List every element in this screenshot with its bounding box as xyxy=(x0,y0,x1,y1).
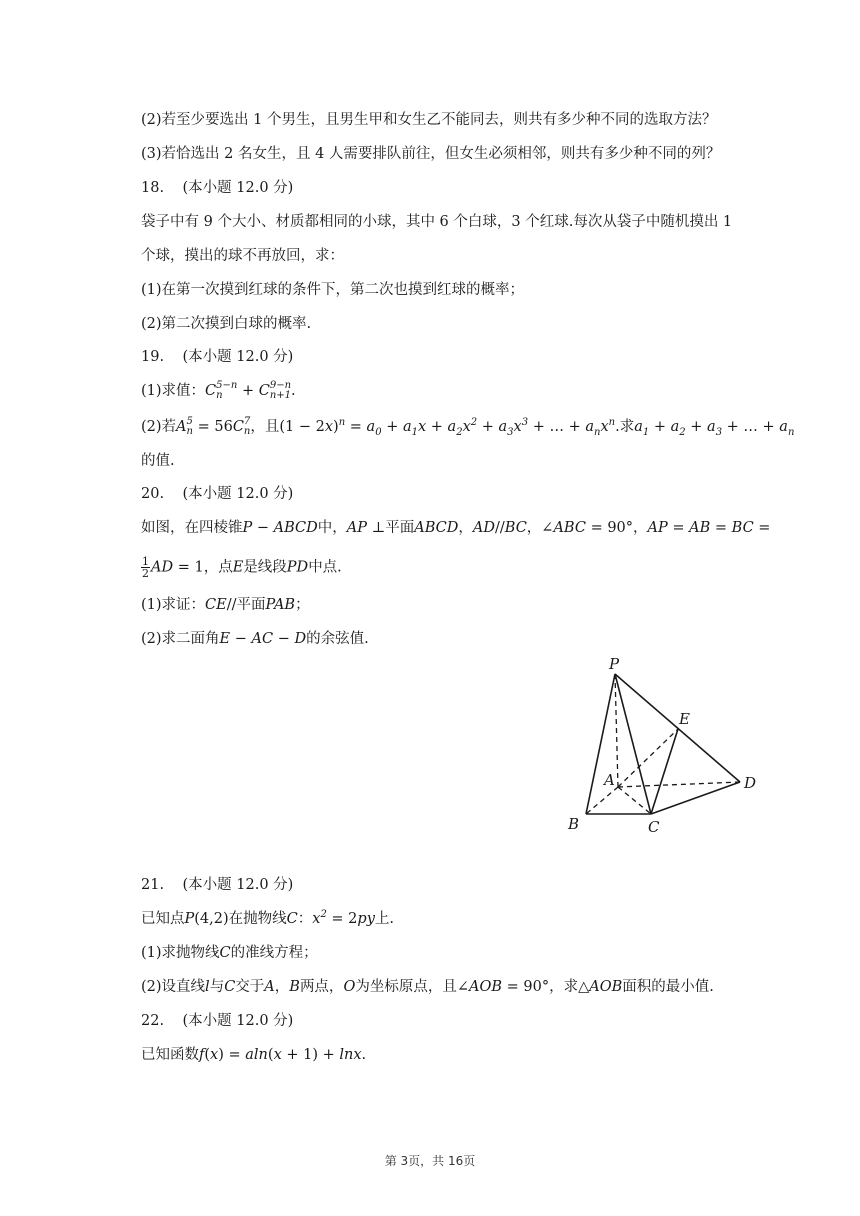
label-d: D xyxy=(744,774,757,792)
q19-number: 19. xyxy=(141,349,165,365)
q20-stem-e: 是线段 xyxy=(243,559,287,576)
q20-stem-f: 中点. xyxy=(308,559,342,576)
q22-stem xyxy=(141,1045,366,1065)
q19-part2-tail: 的值. xyxy=(141,453,175,469)
edge-ac-hidden xyxy=(618,787,651,814)
q17-part2: (2)若至少要选出 1 个男生，且男生甲和女生乙不能同去，则共有多少种不同的选取方法？ xyxy=(141,112,717,128)
q18-score: (本小题 12.0 分) xyxy=(182,180,294,196)
q20-stem-d: 点 xyxy=(218,559,233,576)
q21-score: (本小题 12.0 分) xyxy=(182,877,294,893)
q20-part1 xyxy=(141,595,310,615)
q20-part1-b: 平面 xyxy=(236,597,266,613)
q18-stem-line2: 个球，摸出的球不再放回，求： xyxy=(141,248,344,264)
q19-part1-prefix: (1)求值： xyxy=(141,383,206,399)
q21-header xyxy=(141,875,293,895)
q20-dihedral: E − AC − D xyxy=(219,631,307,647)
q19-part2-mid1: ，且 xyxy=(250,419,280,435)
q21-triangle-aob: AOB xyxy=(589,979,623,995)
q21-line-l: l xyxy=(205,979,210,995)
q21-number: 21. xyxy=(141,877,165,893)
q22-stem-a: 已知函数 xyxy=(141,1047,199,1063)
q20-conditions: ABCD，AD//BC，∠ABC = 90°，AP = AB = BC = xyxy=(414,520,771,536)
q21-angle-aob: ∠AOB = 90° xyxy=(456,979,550,995)
q20-ce-parallel: CE// xyxy=(205,597,237,613)
q21-part2-b: 与 xyxy=(209,979,225,995)
q18-part1: (1)在第一次摸到红球的条件下，第二次也摸到红球的概率； xyxy=(141,282,525,298)
q21-stem-c: 上. xyxy=(374,911,394,927)
q21-points-ab: A，B xyxy=(264,979,300,995)
q21-stem-a: 已知点 xyxy=(141,911,185,927)
q20-pyramid-name: P − ABCD xyxy=(242,520,318,536)
q19-expansion-formula: $(1 - 2x)^n = a_0 + a_1x + a_2x^2 + a_3x^3$ + … + $a_nx^n$ xyxy=(279,417,616,438)
q21-part1-b: 的准线方程； xyxy=(230,945,318,961)
q20-part2-b: 的余弦值. xyxy=(306,631,369,647)
q20-ad-eq: AD = 1， xyxy=(151,559,219,576)
q21-point-p: P(4,2) xyxy=(184,911,229,927)
q20-stem-c: 平面 xyxy=(385,520,415,536)
edge-pd xyxy=(615,674,740,782)
page-footer: 第 3页，共 16页 xyxy=(384,1154,476,1168)
q21-part2-a: (2)设直线 xyxy=(141,979,206,995)
q20-stem-a: 如图，在四棱锥 xyxy=(141,520,243,536)
q20-half-fraction: $\frac{1}{2}$ xyxy=(142,555,149,580)
q20-stem-b: 中， xyxy=(317,520,347,536)
q19-cond-formula: A 5 n = 56C 7 n xyxy=(176,416,251,437)
q19-score: (本小题 12.0 分) xyxy=(182,349,294,365)
q20-plane-pab: PAB； xyxy=(265,597,310,613)
q21-curve-c2: C xyxy=(224,979,236,995)
q19-part1: (1)求值：C 5−n n + C 9−n n+1 . xyxy=(141,380,296,401)
label-a: A xyxy=(604,771,615,789)
q22-score: (本小题 12.0 分) xyxy=(182,1013,294,1029)
edge-cd xyxy=(651,782,740,814)
label-c: C xyxy=(648,818,660,836)
q20-score: (本小题 12.0 分) xyxy=(182,486,294,502)
q18-header xyxy=(141,178,293,198)
q20-stem-line1 xyxy=(141,518,770,538)
q21-parabola: C：$x^2 = 2py$ xyxy=(286,909,375,927)
q20-ap-perp: AP ⊥ xyxy=(346,520,386,536)
q21-curve-c: C xyxy=(219,945,231,961)
q21-part2-f: ，求△ xyxy=(549,979,590,995)
label-p: P xyxy=(609,655,620,673)
q20-part1-a: (1)求证： xyxy=(141,597,206,613)
q21-part2-d: 两点， xyxy=(299,979,344,995)
q21-part2-g: 面积的最小值. xyxy=(622,979,714,995)
q21-part2 xyxy=(141,977,714,997)
q20-segment-pd: PD xyxy=(286,559,309,576)
q19-part2-mid2: .求 xyxy=(615,419,635,435)
q21-origin-o: O xyxy=(343,979,356,995)
edge-ad-hidden xyxy=(618,782,740,787)
q18-part2: (2)第二次摸到白球的概率. xyxy=(141,316,312,332)
edge-pa-hidden xyxy=(615,674,618,787)
q19-header xyxy=(141,347,293,367)
q22-number: 22. xyxy=(141,1013,165,1029)
q20-stem-line2 xyxy=(141,556,342,579)
q22-function: f(x) = aln(x + 1) + lnx xyxy=(199,1047,362,1063)
q20-number: 20. xyxy=(141,486,165,502)
q19-part2 xyxy=(141,417,794,437)
q18-stem-line1: 袋子中有 9 个大小、材质都相同的小球，其中 6 个白球，3 个红球.每次从袋子中随机摸出 1 xyxy=(141,214,733,230)
q20-header xyxy=(141,484,293,504)
q20-part2 xyxy=(141,629,369,649)
q21-part2-c: 交于 xyxy=(235,979,265,995)
q21-part2-e: 为坐标原点，且 xyxy=(355,979,457,995)
q19-part1-formula: C 5−n n + C 9−n n+1 xyxy=(205,380,292,401)
q19-part2-prefix: (2)若 xyxy=(141,419,177,435)
q22-header xyxy=(141,1011,293,1031)
q21-stem xyxy=(141,909,394,929)
q20-point-e: E xyxy=(232,559,244,576)
label-b: B xyxy=(568,815,580,833)
q21-part1-a: (1)求抛物线 xyxy=(141,945,220,961)
q17-part3: (3)若恰选出 2 名女生，且 4 人需要排队前往，但女生必须相邻，则共有多少种不同的列？ xyxy=(141,146,721,162)
q22-stem-b: . xyxy=(361,1047,367,1063)
q19-sum-formula: $a_1 + a_2 + a_3$ + … + $a_n$ xyxy=(634,419,795,438)
q21-stem-b: 在抛物线 xyxy=(228,911,287,927)
q18-number: 18. xyxy=(141,180,165,196)
q20-part2-a: (2)求二面角 xyxy=(141,631,220,647)
pyramid-figure xyxy=(560,650,770,840)
label-e: E xyxy=(679,710,690,728)
edge-pc xyxy=(615,674,651,814)
q21-part1 xyxy=(141,943,318,963)
